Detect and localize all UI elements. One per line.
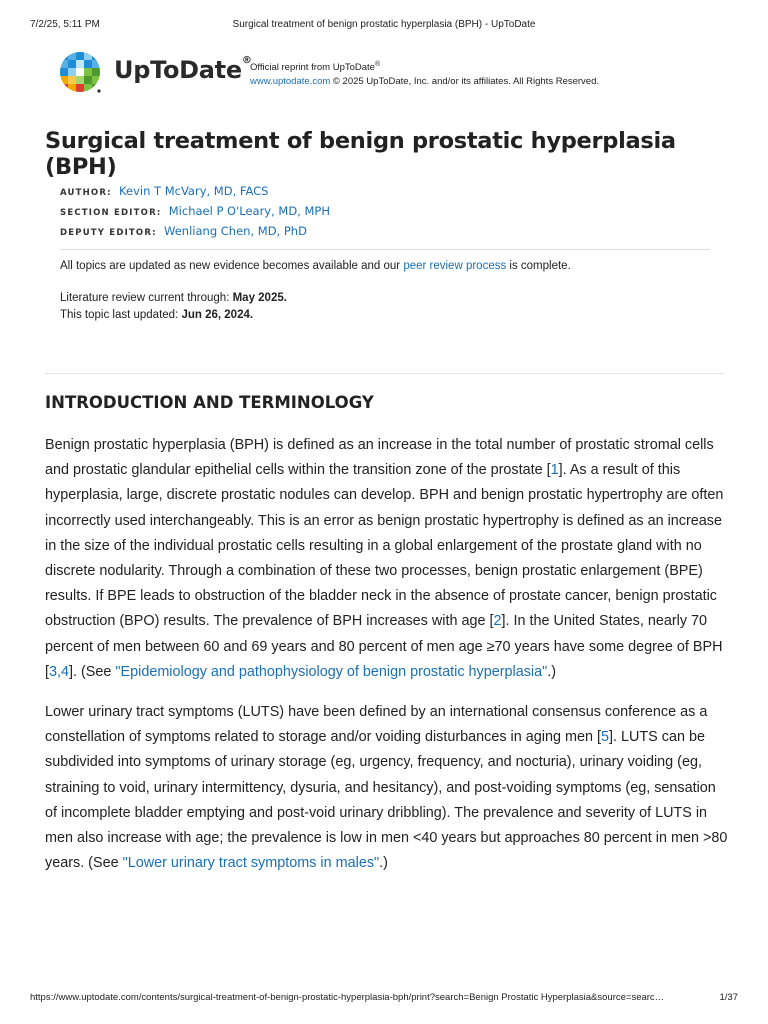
reference-link[interactable]: 2 xyxy=(493,613,502,630)
topic-update-notes xyxy=(60,258,720,324)
divider xyxy=(45,373,725,374)
last-updated-date: This topic last updated: Jun 26, 2024. xyxy=(60,309,254,321)
contributor-role: SECTION EDITOR xyxy=(60,208,157,218)
reprint-notice xyxy=(250,58,599,89)
print-footer xyxy=(0,992,768,1006)
contributor-deputy-editor: DEPUTY EDITOR: Wenliang Chen, MD, PhD xyxy=(60,224,307,238)
author-link[interactable]: Kevin T McVary, MD, FACS xyxy=(119,184,269,198)
deputy-editor-link[interactable]: Wenliang Chen, MD, PhD xyxy=(164,224,307,238)
paragraph-luts-definition: Lower urinary tract symptoms (LUTS) have been defined by an international consensus conference as a constellation of symptoms related to storage and/or voiding disturbances in aging men [5]. LUTS can be subdivided into symptoms of urinary storage (eg, urgency, frequency, and nocturia), urinary voiding (eg, straining to void, urinary intermittency, dysuria, and hesitancy), and post-voiding symptoms (eg, sensation of incomplete bladder emptying and post-void urinary dribbling). The prevalence and severity of LUTS in men also increase with age; the prevalence is low in men <40 years but approaches 80 percent in men >80 years. (See "Lower urinary tract symptoms in males".) xyxy=(45,704,728,872)
divider xyxy=(60,249,710,250)
reprint-line: Official reprint from UpToDate xyxy=(250,62,375,74)
copyright-text: © 2025 UpToDate, Inc. and/or its affiliates. All Rights Reserved. xyxy=(332,76,600,88)
print-url: https://www.uptodate.com/contents/surgical-treatment-of-benign-prostatic-hyperplasia-bph/print?search=Benign Prostatic Hyperplasia&source=searc… xyxy=(30,992,665,1003)
reference-link[interactable]: 5 xyxy=(600,729,609,746)
epidemiology-topic-link[interactable]: "Epidemiology and pathophysiology of benign prostatic hyperplasia" xyxy=(115,663,548,680)
article-title: Surgical treatment of benign prostatic hyperplasia (BPH) xyxy=(45,128,676,180)
uptodate-wordmark xyxy=(114,56,252,84)
registered-mark: ® xyxy=(241,55,252,66)
print-header xyxy=(0,19,768,33)
contributor-role: AUTHOR xyxy=(60,188,108,198)
uptodate-checkered-globe-icon xyxy=(58,50,102,94)
reprint-registered-mark: ® xyxy=(374,61,381,68)
paragraph-bph-definition: Benign prostatic hyperplasia (BPH) is defined as an increase in the total number of prostatic stromal cells and prostatic glandular epithelial cells within the transition zone of the prostate [1]. As a result of this hyperplasia, large, discrete prostatic nodules can develop. BPH and benign prostatic hypertrophy are often incorrectly used interchangeably. This is an error as benign prostatic hypertrophy is defined as an increase in the size of the individual prostatic cells resulting in a global enlargement of the prostate gland with no discrete nodularity. Through a combination of these two processes, benign prostatic enlargement (BPE) results. If BPE leads to obstruction of the bladder neck in the absence of prostate cancer, benign prostatic obstruction (BPO) results. The prevalence of BPH increases with age [2]. In the United States, nearly 70 percent of men between 60 and 69 years and 80 percent of men age ≥70 years have some degree of BPH [3,4]. (See "Epidemiology and pathophysiology of benign prostatic hyperplasia".) xyxy=(45,437,724,680)
luts-topic-link[interactable]: "Lower urinary tract symptoms in males" xyxy=(122,855,380,872)
section-editor-link[interactable]: Michael P O'Leary, MD, MPH xyxy=(168,204,331,218)
contributor-role: DEPUTY EDITOR xyxy=(60,228,153,238)
brand-name: UpToDate xyxy=(114,56,242,84)
print-datetime: 7/2/25, 5:11 PM xyxy=(30,19,100,30)
reference-link[interactable]: 3,4 xyxy=(49,663,70,680)
print-page-title: Surgical treatment of benign prostatic hyperplasia (BPH) - UpToDate xyxy=(232,19,536,30)
update-note: All topics are updated as new evidence becomes available and our peer review process is complete. xyxy=(60,260,571,272)
brand-header xyxy=(58,50,758,98)
page-number: 1/37 xyxy=(719,992,738,1003)
literature-review-date: Literature review current through: May 2025. xyxy=(60,292,287,304)
contributor-author: AUTHOR: Kevin T McVary, MD, FACS xyxy=(60,184,269,198)
reference-link[interactable]: 1 xyxy=(550,462,559,479)
peer-review-process-link[interactable]: peer review process xyxy=(403,260,507,272)
contributor-section-editor: SECTION EDITOR: Michael P O'Leary, MD, MPH xyxy=(60,204,331,218)
section-body xyxy=(45,433,729,891)
section-heading: INTRODUCTION AND TERMINOLOGY xyxy=(45,393,374,412)
uptodate-site-link[interactable]: www.uptodate.com xyxy=(250,76,331,88)
contributors-list xyxy=(60,182,720,242)
